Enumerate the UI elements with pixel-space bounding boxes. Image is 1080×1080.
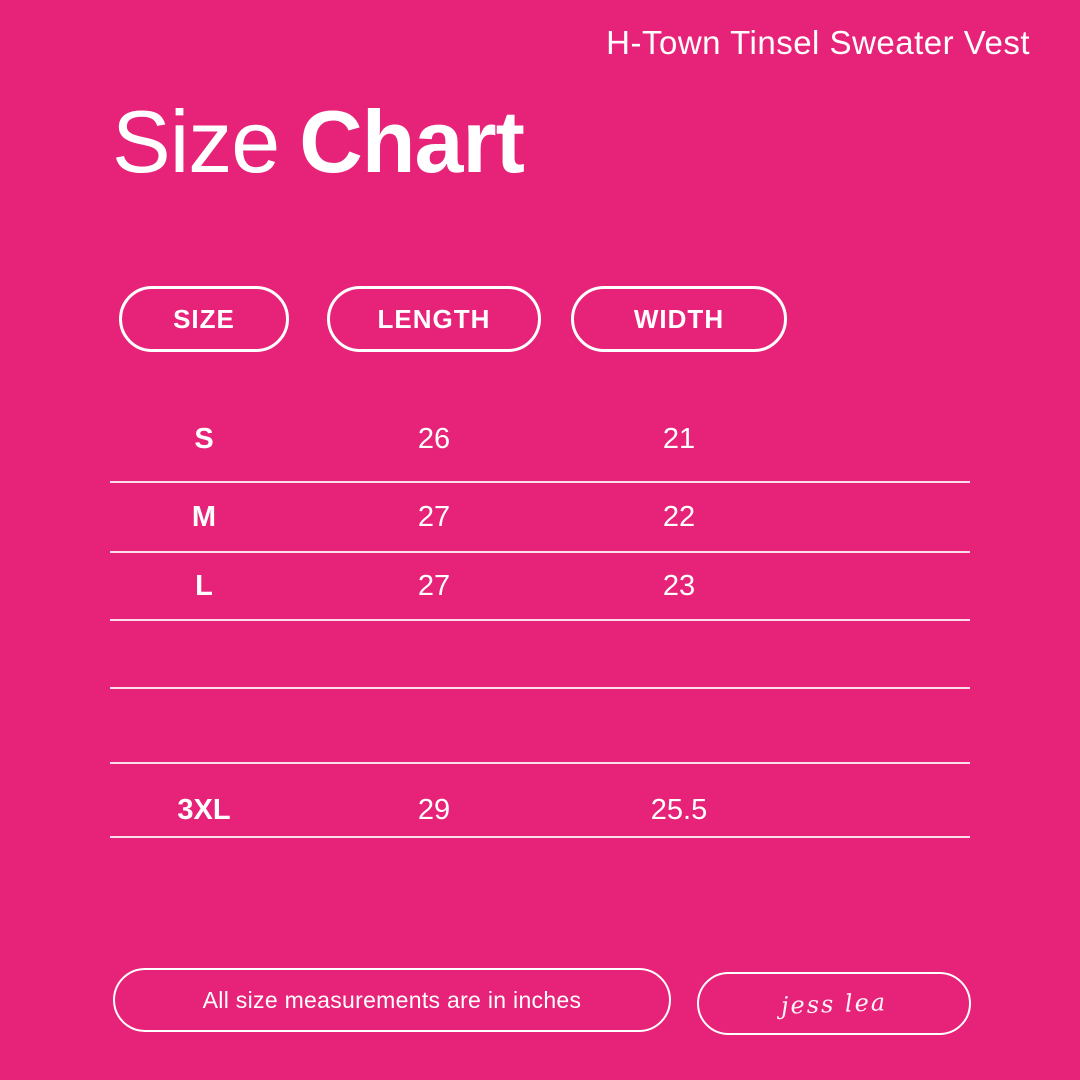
table-row-empty (110, 621, 970, 689)
table-header-row (110, 286, 970, 352)
column-header-length: LENGTH (327, 286, 541, 352)
table-row-empty (110, 689, 970, 764)
table-row (110, 764, 970, 838)
page-title-light: Size (112, 92, 280, 191)
table-body (110, 398, 970, 838)
size-chart-table (110, 286, 970, 838)
cell-width: 23 (662, 569, 696, 602)
measurement-note-text: All size measurements are in inches (202, 986, 582, 1013)
brand-signature: jess lea (780, 987, 888, 1020)
cell-size: 3XL (177, 793, 231, 826)
cell-width: 22 (662, 500, 696, 533)
measurement-note-pill (113, 968, 671, 1032)
page-title (112, 92, 524, 191)
cell-width: 21 (662, 423, 696, 455)
product-title: H-Town Tinsel Sweater Vest (606, 24, 1030, 61)
cell-length: 27 (417, 500, 451, 533)
table-row (110, 483, 970, 553)
cell-length: 27 (417, 569, 451, 602)
cell-length: 26 (417, 423, 451, 455)
column-header-width: WIDTH (571, 286, 787, 352)
cell-size: S (194, 423, 214, 455)
column-header-size: SIZE (119, 286, 289, 352)
cell-size: M (191, 500, 217, 533)
cell-width: 25.5 (650, 793, 708, 826)
table-row (110, 553, 970, 621)
page-title-bold: Chart (299, 92, 524, 191)
cell-length: 29 (417, 793, 451, 826)
table-row (110, 398, 970, 483)
brand-signature-pill (697, 972, 971, 1035)
cell-size: L (195, 569, 213, 602)
